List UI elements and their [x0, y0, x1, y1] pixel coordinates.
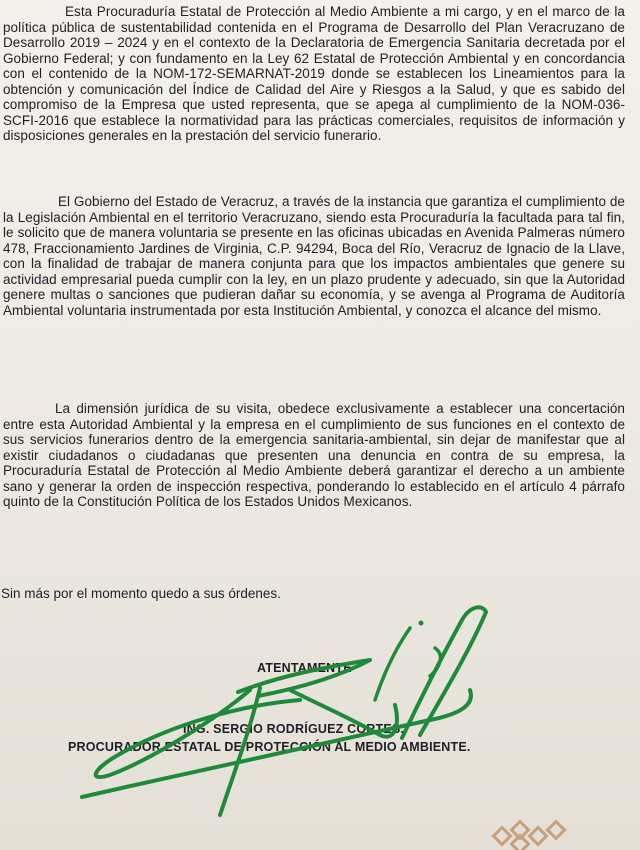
paragraph-1: Esta Procuraduría Estatal de Protección al Medio Ambiente a mi cargo, y en el marco de la política pública de sustentabilidad contenida en el Programa de Desarrollo del Plan Veracruzano de Desarrollo 2019 – 2024 y en el contexto de la Declaratoria de Emergencia Sanitaria decretada por el Gobierno Federal; y con fundamento en la Ley 62 Estatal de Protección Ambiental y en concordancia con el contenido de la NOM-172-SEMARNAT-2019 donde se establecen los Lineamientos para la obtención y comunicación del Índice de Calidad del Aire y Riesgos a la Salud, y que es sabido del compromiso de la Empresa que usted representa, que se apega al cumplimiento de la NOM-036-SCFI-2016 que establece la normatividad para las prácticas comerciales, requisitos de información y disposiciones generales en la prestación del servicio funerario. — [3, 4, 625, 143]
signature-stroke-spike — [402, 607, 486, 738]
signature-stroke-hook — [430, 648, 440, 676]
signature-dot — [419, 621, 424, 626]
signature-stroke-up — [375, 628, 410, 700]
paragraph-3: La dimensión jurídica de su visita, obedece exclusivamente a establecer una concertación entre esta Autoridad Ambiental y la empresa en el cumplimiento de sus funciones en el contexto de sus servicios funerarios dentro de la emergencia sanitaria-ambiental, sin dejar de manifestar que al existir ciudadanos o ciudadanas que presenten una denuncia en contra de su empresa, la Procuraduría Estatal de Protección al Medio Ambiente deberá garantizar el derecho a un ambiente sano y generar la orden de inspección respectiva, ponderando lo establecido en el artículo 4 párrafo quinto de la Constitución Política de los Estados Unidos Mexicanos. — [3, 401, 625, 509]
signatory-title: PROCURADOR ESTATAL DE PROTECCIÓN AL MEDIO AMBIENTE. — [68, 740, 471, 754]
attention-label: ATENTAMENTE — [257, 661, 352, 675]
paragraph-2: El Gobierno del Estado de Veracruz, a través de la instancia que garantiza el cumplimiento de la Legislación Ambiental en el territorio Veracruzano, siendo esta Procuraduría la facultada para tal fin, le solicito que de manera voluntaria se presente en las oficinas ubicadas en Avenida Palmeras número 478, Fraccionamiento Jardines de Virginia, C.P. 94294, Boca del Río, Veracruz de Ignacio de la Llave, con la finalidad de trabajar de manera conjunta para que los impactos ambientales que genere su actividad empresarial pueda cumplir con la ley, en un plazo prudente y adecuado, sin que la Autoridad genere multas o sanciones que pudieran dañar su economía, y se avenga al Programa de Auditoría Ambiental voluntaria instrumentada por esta Institución Ambiental, y conozca el alcance del mismo. — [3, 194, 625, 318]
institution-logo — [488, 818, 588, 850]
signatory-name: ING. SERGIO RODRÍGUEZ CORTES. — [183, 722, 405, 736]
closing-line: Sin más por el momento quedo a sus órdenes. — [1, 586, 281, 601]
